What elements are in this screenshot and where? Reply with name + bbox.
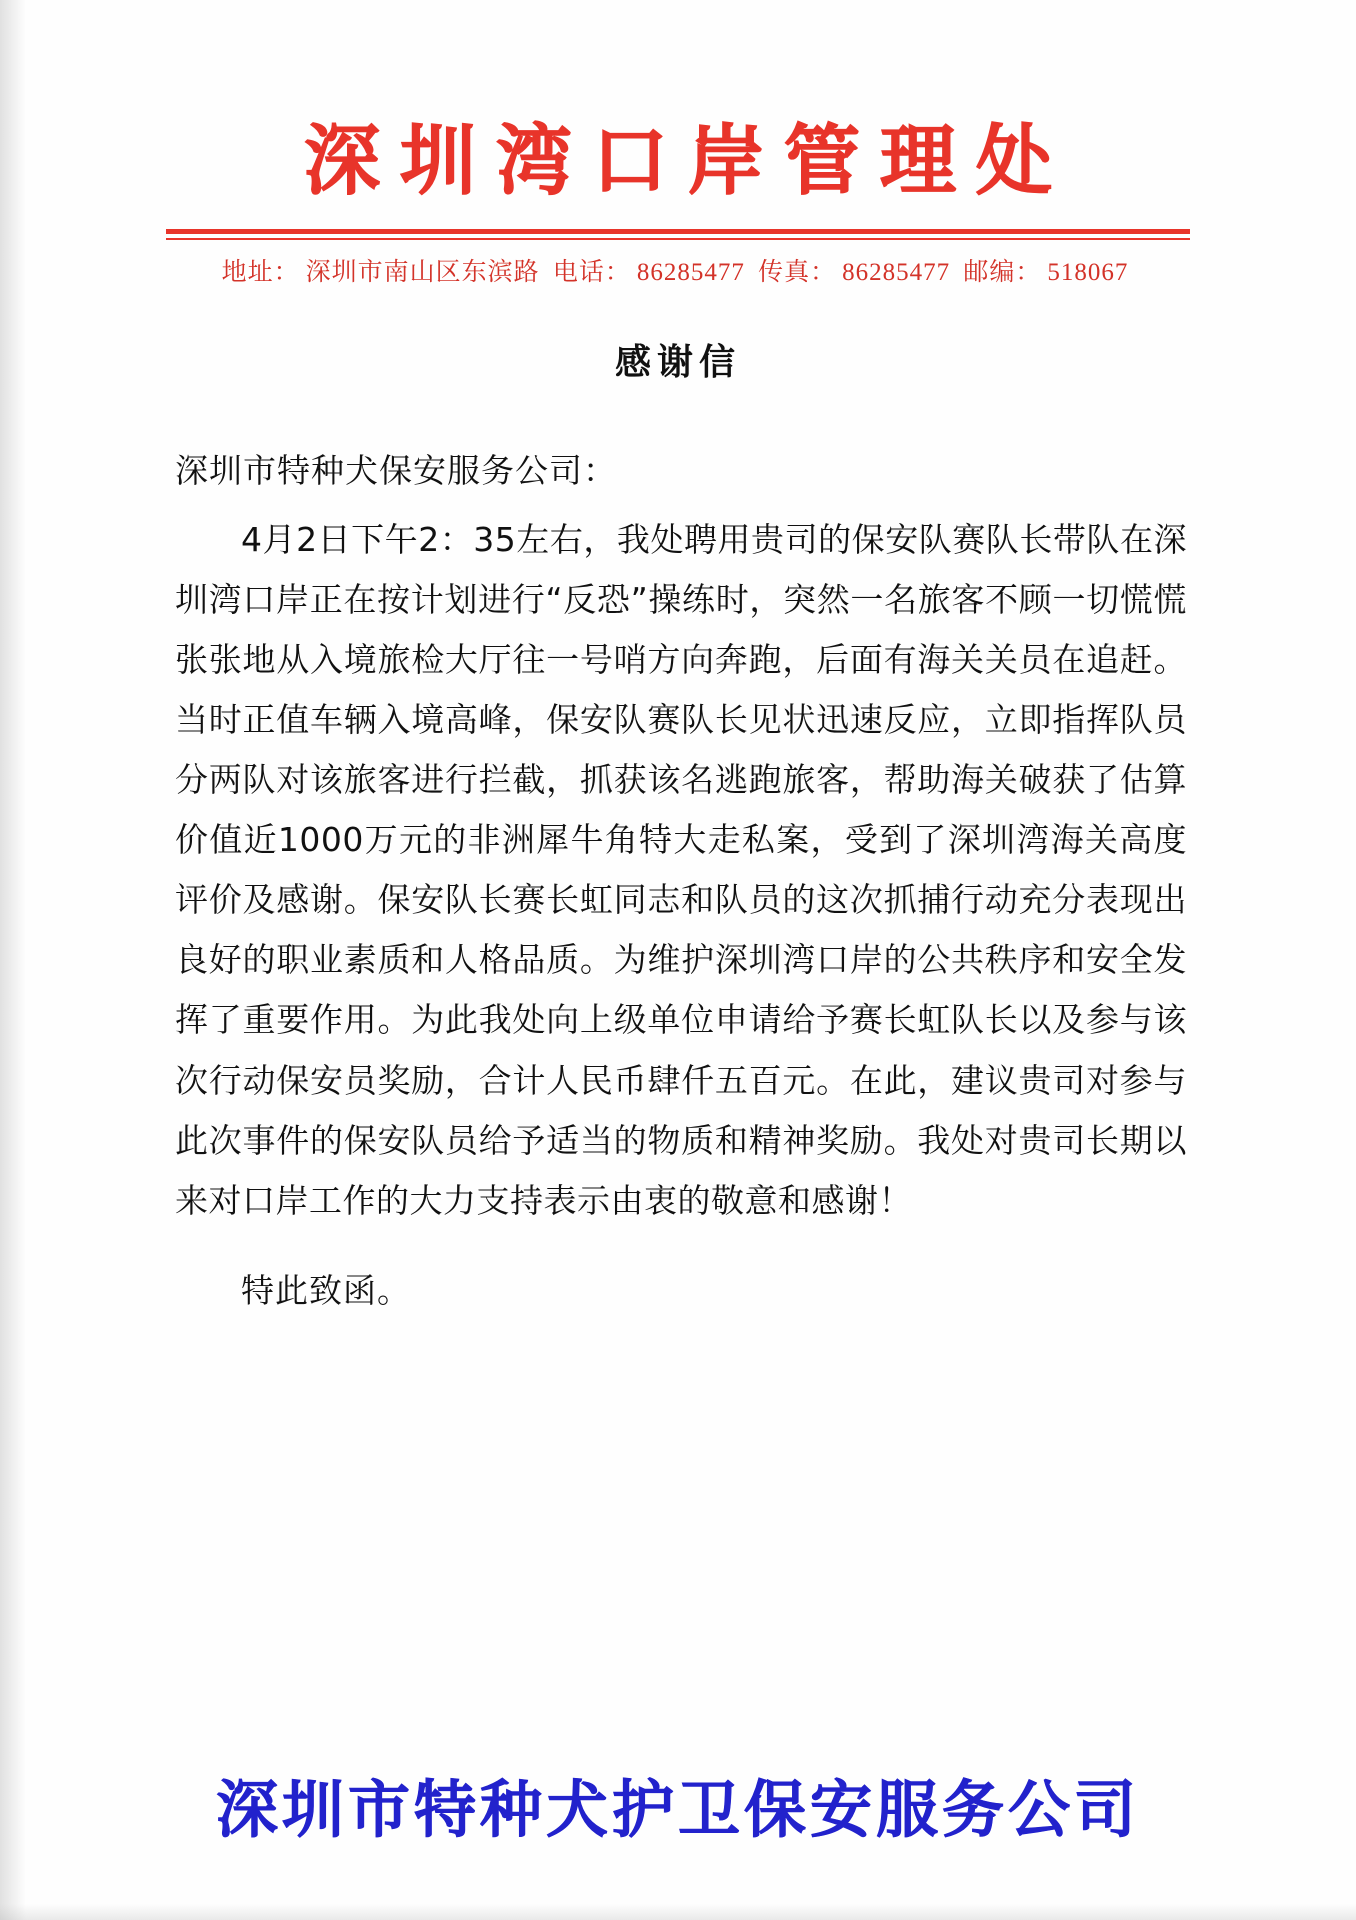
postcode-value: 518067 [1047, 259, 1129, 287]
phone-value: 86285477 [636, 259, 745, 287]
body-paragraph: 4月2日下午2：35左右，我处聘用贵司的保安队赛队长带队在深圳湾口岸正在按计划进行“反恐”操练时，突然一名旅客不顾一切慌慌张张地从入境旅检大厅往一号哨方向奔跑，后面有海关关员在追赶。当时正值车辆入境高峰，保安队赛队长见状迅速反应，立即指挥队员分两队对该旅客进行拦截，抓获该名逃跑旅客，帮助海关破获了估算价值近1000万元的非洲犀牛角特大走私案，受到了深圳湾海关高度评价及感谢。保安队长赛长虹同志和队员的这次抓捕行动充分表现出良好的职业素质和人格品质。为维护深圳湾口岸的公共秩序和安全发挥了重要作用。为此我处向上级单位申请给予赛长虹队长以及参与该次行动保安员奖励，合计人民币肆仟五百元。在此，建议贵司对参与此次事件的保安队员给予适当的物质和精神奖励。我处对贵司长期以来对口岸工作的大力支持表示由衷的敬意和感谢！ [175, 520, 1187, 1220]
signature-company: 深圳市特种犬护卫保安服务公司 [215, 1773, 1140, 1846]
fax-label: 传真： [758, 259, 837, 287]
document-body [169, 445, 1187, 1312]
organization-title: 深圳湾口岸管理处 [304, 116, 1072, 205]
salutation: 深圳市特种犬保安服务公司： [175, 451, 617, 491]
letterhead-rule-thick [166, 229, 1190, 234]
letterhead [0, 0, 1356, 288]
address-label: 地址： [221, 259, 300, 287]
phone-label: 电话： [552, 259, 631, 287]
postcode-label: 邮编： [963, 259, 1042, 287]
letterhead-rules [166, 229, 1190, 240]
letterhead-rule-thin [166, 238, 1190, 240]
page-edge-shadow-bottom [0, 1904, 1356, 1920]
contact-line [0, 252, 1356, 288]
document-title: 感谢信 [614, 342, 741, 384]
closing-line: 特此致函。 [241, 1270, 411, 1310]
address-value: 深圳市南山区东滨路 [305, 259, 540, 287]
fax-value: 86285477 [842, 259, 951, 287]
